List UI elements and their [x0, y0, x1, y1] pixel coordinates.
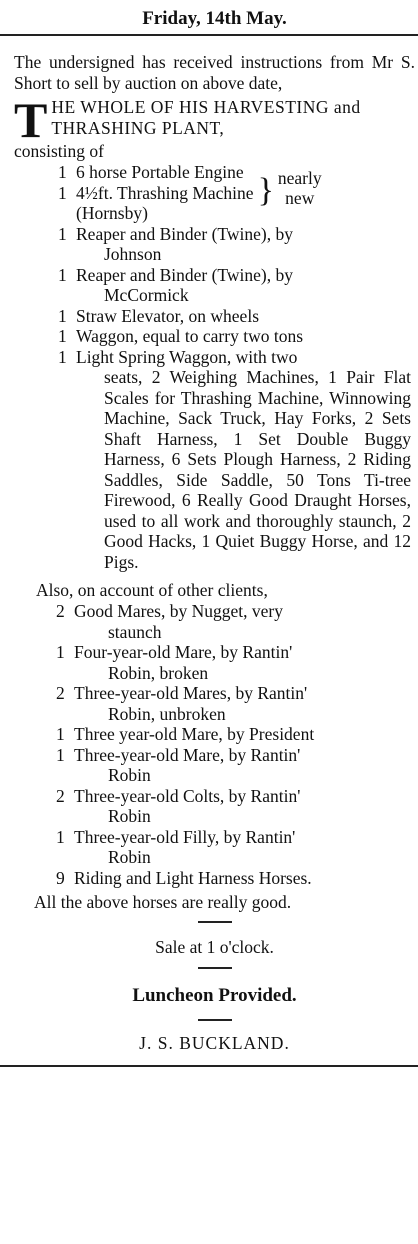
consisting-label: consisting of: [14, 141, 104, 161]
item-text: [76, 347, 415, 573]
item-qty: 1: [56, 724, 65, 744]
intro-paragraph: [14, 52, 415, 94]
bracket-group: [14, 162, 415, 224]
item-first-line: Good Mares, by Nugget, very: [74, 601, 283, 621]
list-item: [14, 601, 415, 642]
list-item: [14, 642, 415, 683]
plant-list: [14, 162, 415, 572]
item-first-line: Straw Elevator, on wheels: [76, 305, 259, 326]
list-item: [58, 162, 254, 183]
item-qty: 1: [58, 264, 67, 285]
item-first-line: Waggon, equal to carry two tons: [76, 326, 304, 346]
list-item: [14, 827, 415, 868]
item-text: [74, 827, 415, 868]
brace-icon: }: [257, 172, 274, 209]
bracket-note: [278, 162, 322, 224]
item-qty: 1: [58, 346, 67, 367]
item-qty: 1: [58, 182, 67, 203]
item-qty: 1: [56, 826, 65, 847]
horse-list: [14, 601, 415, 888]
item-qty: 1: [58, 326, 67, 346]
item-continuation: Robin: [108, 847, 151, 867]
luncheon-heading: Luncheon Provided.: [132, 985, 297, 1006]
item-qty: 2: [56, 683, 65, 703]
item-text: [74, 745, 415, 786]
item-text: [74, 601, 415, 642]
item-text: [76, 326, 415, 347]
also-line: Also, on account of other clients,: [36, 580, 268, 600]
item-qty: 1: [58, 305, 67, 326]
item-continuation: Robin, unbroken: [108, 703, 226, 724]
short-rule: [198, 921, 232, 923]
bracket-note-line: new: [285, 188, 315, 208]
list-item: [14, 326, 415, 347]
bracket-note-line: nearly: [277, 168, 322, 188]
item-first-line: Three-year-old Mares, by Rantin': [74, 683, 308, 703]
item-continuation: seats, 2 Weighing Machines, 1 Pair Flat Scales for Thrashing Machine, Winnowing Machine, Sack Truck, Hay Forks, 2 Sets Shaft Harness, 1 Set Double Buggy Harness, 6 Sets Plough Harness, 2 Riding Saddles, Side Saddle, 50 Tons Ti-tree Firewood, 6 Really Good Draught Horses, used to all work and thoroughly staunch, 2 Good Hacks, 1 Quiet Buggy Horse, and 12 Pigs.: [104, 367, 411, 572]
item-continuation: Robin, broken: [108, 662, 209, 683]
item-text: [76, 265, 415, 306]
intro-text: The undersigned has received instructions from Mr S. Short to sell by auction on above date,: [14, 52, 415, 93]
item-continuation: McCormick: [104, 285, 189, 305]
item-qty: 1: [56, 744, 65, 765]
item-first-line: Reaper and Binder (Twine), by: [76, 264, 293, 285]
list-item: [14, 786, 415, 827]
item-qty: 2: [56, 601, 65, 621]
list-item: [58, 183, 254, 204]
item-qty: 9: [56, 867, 65, 888]
list-item: [14, 868, 415, 889]
list-item: [14, 347, 415, 573]
item-first-line: Riding and Light Harness Horses.: [74, 867, 312, 888]
item-first-line: Three year-old Mare, by President: [74, 724, 315, 744]
auctioneer-name: J. S. BUCKLAND.: [139, 1033, 290, 1053]
item-first-line: Three-year-old Filly, by Rantin': [74, 826, 296, 847]
item-text: [74, 724, 415, 745]
list-item: [14, 724, 415, 745]
item-text: [76, 224, 415, 265]
item-first-line: Four-year-old Mare, by Rantin': [74, 642, 293, 662]
item-qty: 1: [58, 223, 67, 244]
item-text: (Hornsby): [76, 203, 148, 223]
sale-time: Sale at 1 o'clock.: [155, 937, 274, 957]
item-text: [74, 786, 415, 827]
item-text: [74, 642, 415, 683]
dropcap: T: [14, 92, 48, 148]
bottom-rule: [0, 1065, 418, 1067]
item-text: 4½ft. Thrashing Machine: [76, 182, 254, 203]
list-item: [58, 203, 254, 224]
short-rule: [198, 967, 232, 969]
item-first-line: Reaper and Binder (Twine), by: [76, 223, 293, 244]
bracket-lines: [58, 162, 254, 224]
item-first-line: Three-year-old Colts, by Rantin': [74, 785, 301, 806]
item-first-line: Three-year-old Mare, by Rantin': [74, 744, 301, 765]
list-item: [14, 224, 415, 265]
item-qty: [58, 203, 76, 224]
list-item: [14, 306, 415, 327]
item-continuation: staunch: [108, 621, 162, 642]
item-qty: 2: [56, 785, 65, 806]
item-text: [76, 306, 415, 327]
date-heading: Friday, 14th May.: [142, 8, 287, 29]
list-item: [14, 265, 415, 306]
top-rule: [0, 34, 418, 36]
item-text: [74, 868, 415, 889]
item-continuation: Robin: [108, 806, 151, 826]
list-item: [14, 683, 415, 724]
item-text: 6 horse Portable Engine: [76, 162, 244, 182]
item-continuation: Johnson: [104, 244, 162, 264]
headline: [14, 92, 415, 148]
headline-text: HE WHOLE OF HIS HARVESTING and THRASHING PLANT,: [51, 97, 361, 138]
item-first-line: Light Spring Waggon, with two: [76, 346, 298, 367]
closing-line: All the above horses are really good.: [34, 892, 292, 912]
short-rule: [198, 1019, 232, 1021]
item-qty: 1: [56, 642, 65, 662]
item-qty: 1: [58, 162, 67, 182]
list-item: [14, 745, 415, 786]
item-continuation: Robin: [108, 765, 151, 785]
item-text: [74, 683, 415, 724]
